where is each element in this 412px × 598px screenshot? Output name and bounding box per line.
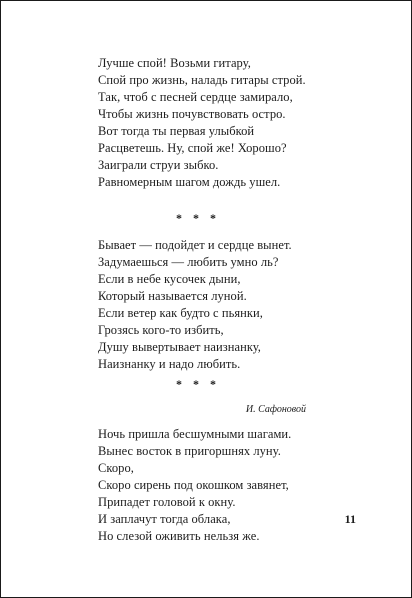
poem-line: Так, чтоб с песней сердце замирало, (98, 90, 293, 104)
poem-line: Бывает — подойдет и сердце вынет. (98, 238, 292, 252)
poem-line: Душу вывертывает наизнанку, (98, 340, 261, 354)
poem-line: Расцветешь. Ну, спой же! Хорошо? (98, 141, 287, 155)
poem2-stanza (98, 237, 348, 373)
poem-line: Если в небе кусочек дыни, (98, 272, 241, 286)
poem-line: Равномерным шагом дождь ушел. (98, 175, 281, 189)
poem3-stanza (98, 426, 348, 545)
poem3-dedication: И. Сафоновой (245, 404, 306, 415)
page-number: 11 (344, 512, 356, 526)
section-separator: * * * (176, 211, 220, 225)
poem-line: Скоро сирень под окошком завянет, (98, 478, 289, 492)
poem-line: Грозясь кого-то избить, (98, 323, 224, 337)
poem-line: Спой про жизнь, наладь гитары строй. (98, 73, 306, 87)
poem-line: Который называется луной. (98, 289, 247, 303)
poem-line: Если ветер как будто с пьянки, (98, 306, 263, 320)
poem-line: Заиграли струи зыбко. (98, 158, 219, 172)
section-separator: * * * (176, 377, 220, 391)
poem-line: Скоро, (98, 461, 134, 475)
poem-line: Чтобы жизнь почувствовать остро. (98, 107, 286, 121)
poem-line: Но слезой оживить нельзя же. (98, 529, 260, 543)
poem-line: Вынес восток в пригоршнях луну. (98, 444, 281, 458)
poem-line: Наизнанку и надо любить. (98, 357, 241, 371)
poem-line: Припадет головой к окну. (98, 495, 236, 509)
poem-line: И заплачут тогда облака, (98, 512, 231, 526)
poem-line: Лучше спой! Возьми гитару, (98, 56, 251, 70)
poem1-stanza1 (98, 55, 348, 157)
poem-line: Задумаешься — любить умно ль? (98, 255, 279, 269)
poem-line: Вот тогда ты первая улыбкой (98, 124, 255, 138)
poem1-stanza2 (98, 157, 348, 191)
poem-line: Ночь пришла бесшумными шагами. (98, 427, 292, 441)
